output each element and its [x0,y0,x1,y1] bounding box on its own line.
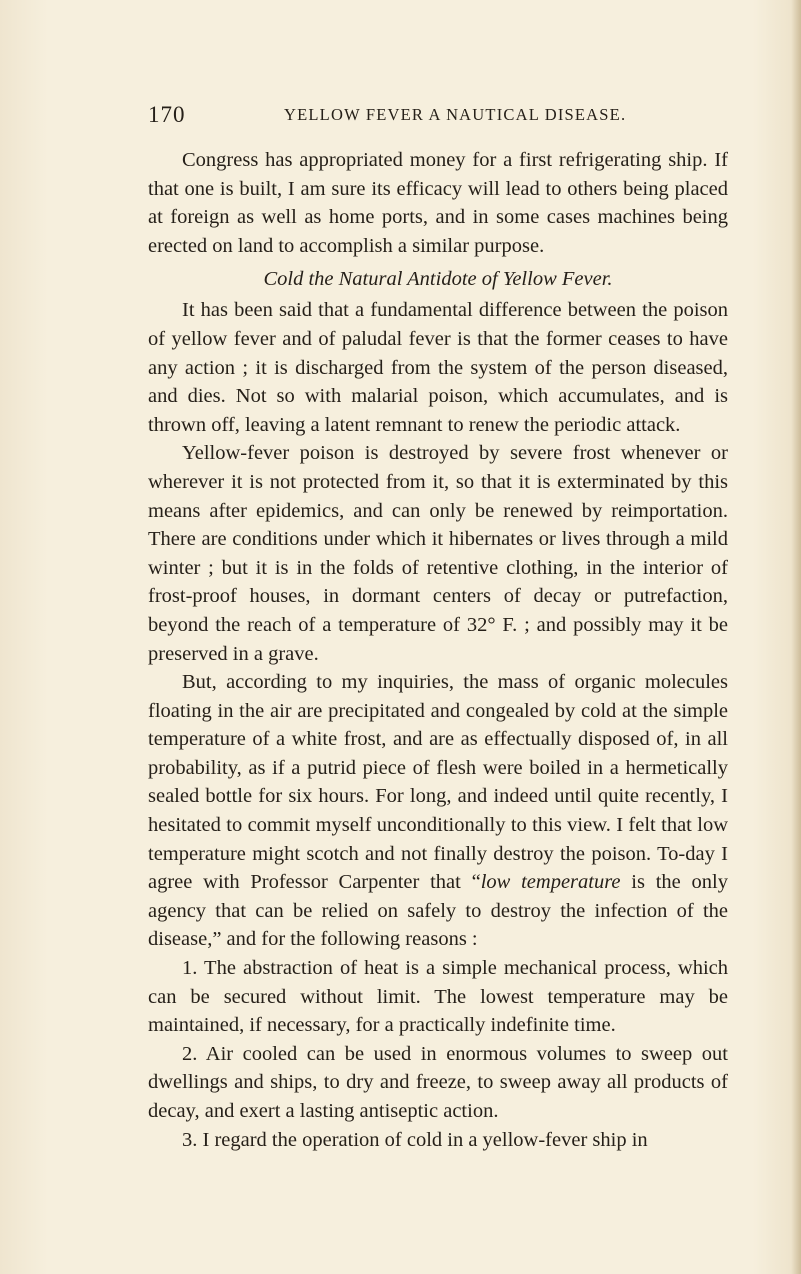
body-text [148,146,728,1154]
page-edge-shadow [791,0,801,1274]
list-item-2: 2. Air cooled can be used in enormous volumes to sweep out dwellings and ships, to dry and freeze, to sweep away all products of decay, and exert a lasting antiseptic action. [148,1042,728,1122]
page-header [148,102,728,132]
page-number: 170 [148,102,186,127]
list-item-1: 1. The abstraction of heat is a simple mechanical process, which can be secured without limit. The lowest temperature may be maintained, if necessary, for a practically indefinite time. [148,957,728,1037]
section-title: Cold the Natural Antidote of Yellow Fever. [263,268,613,291]
paragraph-fundamental-difference: It has been said that a fundamental difference between the poison of yellow fever and of paludal fever is that the former ceases to have any action ; it is discharged from the system of the person diseased, and dies. Not so with malarial poison, which accumulates, and is thrown off, leaving a latent remnant to renew the periodic attack. [148,299,728,436]
paragraph-part-b: is the only agency that can be relied on safely to destroy the infection of the disease,” and for the following reasons : [148,871,728,951]
paragraph-organic-molecules [148,668,728,954]
paragraph-frost: Yellow-fever poison is destroyed by severe frost whenever or wherever it is not protected from it, so that it is exterminated by this means after epidemics, and can only be renewed by reimportation. There are conditions under which it hibernates or lives through a mild winter ; but it is in the folds of retentive clothing, in the interior of frost-proof houses, in dormant centers of decay or putrefaction, beyond the reach of a temperature of 32° F. ; and possibly may it be preserved in a grave. [148,442,728,665]
running-head: YELLOW FEVER A NAUTICAL DISEASE. [284,105,627,124]
emphasis-low-temperature: low temperature [480,871,621,894]
list-item-3: 3. I regard the operation of cold in a yellow-fever ship in [182,1128,648,1151]
paragraph-congress: Congress has appropriated money for a first refrigerating ship. If that one is built, I am sure its efficacy will lead to others being placed at foreign as well as home ports, and in some cases machines being erected on land to accomplish a similar purpose. [148,149,728,257]
paragraph-part-a: But, according to my inquiries, the mass of organic molecules floating in the air are precipitated and congealed by cold at the simple temperature of a white frost, and are as effectually disposed of, in all probability, as if a putrid piece of flesh were boiled in a hermetically sealed bottle for six hours. For long, and indeed until quite recently, I hesitated to commit myself unconditionally to this view. I felt that low temperature might scotch and not finally destroy the poison. To-day I agree with Professor Carpenter that “ [148,671,728,894]
